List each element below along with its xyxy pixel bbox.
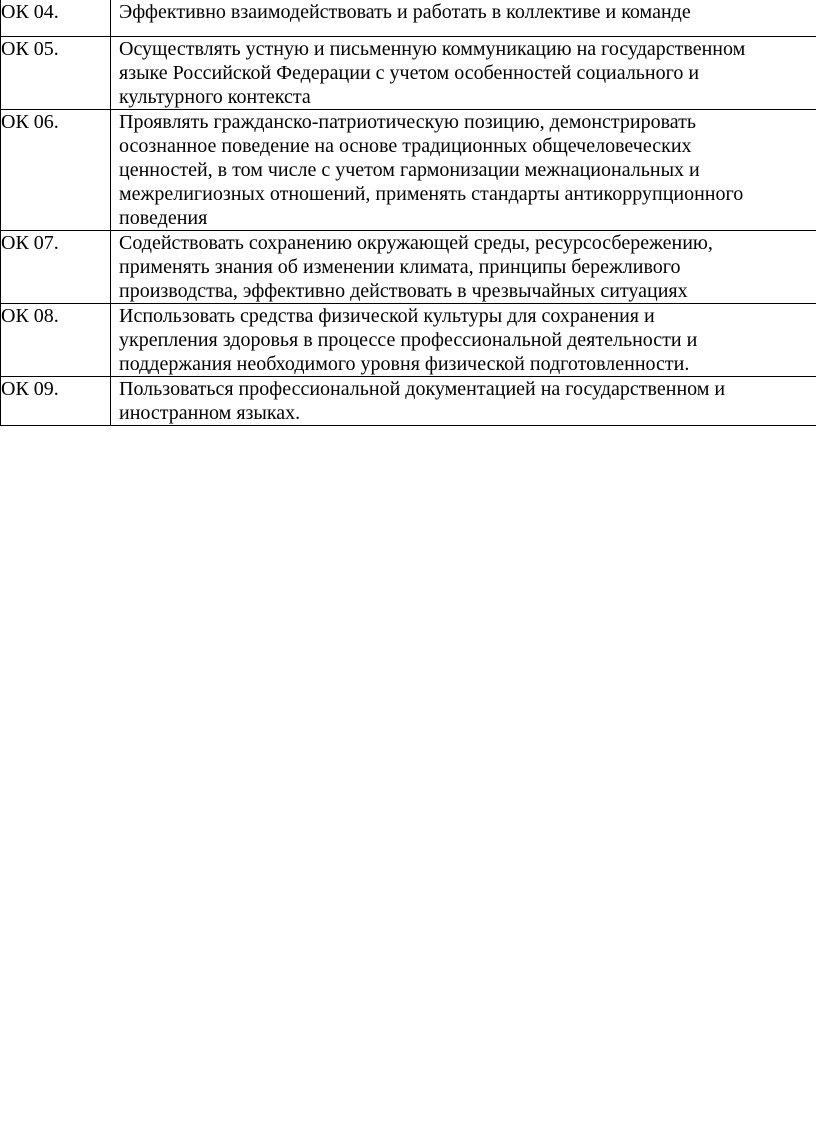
description-line: языке Российской Федерации с учетом особенностей социального и [119, 62, 700, 84]
competency-description [111, 37, 816, 110]
table-row [1, 0, 816, 37]
competency-code [1, 110, 111, 231]
description-line: применять знания об изменении климата, принципы бережливого [119, 256, 681, 278]
description-line: поведения [119, 207, 208, 229]
competency-description [111, 377, 816, 426]
description-line: Использовать средства физической культуры для сохранения и [119, 305, 655, 327]
table-row [1, 231, 816, 304]
code-text: ОК 05. [1, 38, 59, 60]
competency-description [111, 110, 816, 231]
competency-code [1, 304, 111, 377]
table-row [1, 37, 816, 110]
table-row [1, 110, 816, 231]
description-line: культурного контекста [119, 86, 311, 108]
table-row [1, 377, 816, 426]
description-line: иностранном языках. [119, 402, 301, 424]
description-line: Эффективно взаимодействовать и работать в коллективе и команде [119, 1, 691, 23]
code-text: ОК 08. [1, 305, 59, 327]
code-text: ОК 07. [1, 232, 59, 254]
description-line: Осуществлять устную и письменную коммуникацию на государственном [119, 38, 746, 60]
description-line: поддержания необходимого уровня физической подготовленности. [119, 353, 690, 375]
competency-description [111, 304, 816, 377]
competency-description [111, 0, 816, 37]
code-text: ОК 06. [1, 111, 59, 133]
description-line: производства, эффективно действовать в чрезвычайных ситуациях [119, 280, 688, 302]
competency-code [1, 377, 111, 426]
description-line: осознанное поведение на основе традиционных общечеловеческих [119, 135, 692, 157]
description-line: межрелигиозных отношений, применять стандарты антикоррупционного [119, 183, 744, 205]
description-line: Пользоваться профессиональной документацией на государственном и [119, 378, 726, 400]
competency-code [1, 0, 111, 37]
competency-code [1, 37, 111, 110]
description-line: Содействовать сохранению окружающей среды, ресурсосбережению, [119, 232, 713, 254]
description-line: Проявлять гражданско-патриотическую позицию, демонстрировать [119, 111, 697, 133]
table-row [1, 304, 816, 377]
code-text: ОК 09. [1, 378, 59, 400]
description-line: ценностей, в том числе с учетом гармонизации межнациональных и [119, 159, 700, 181]
code-text: ОК 04. [1, 1, 59, 23]
competency-description [111, 231, 816, 304]
description-line: укрепления здоровья в процессе профессиональной деятельности и [119, 329, 698, 351]
competencies-table [0, 0, 816, 426]
competency-code [1, 231, 111, 304]
